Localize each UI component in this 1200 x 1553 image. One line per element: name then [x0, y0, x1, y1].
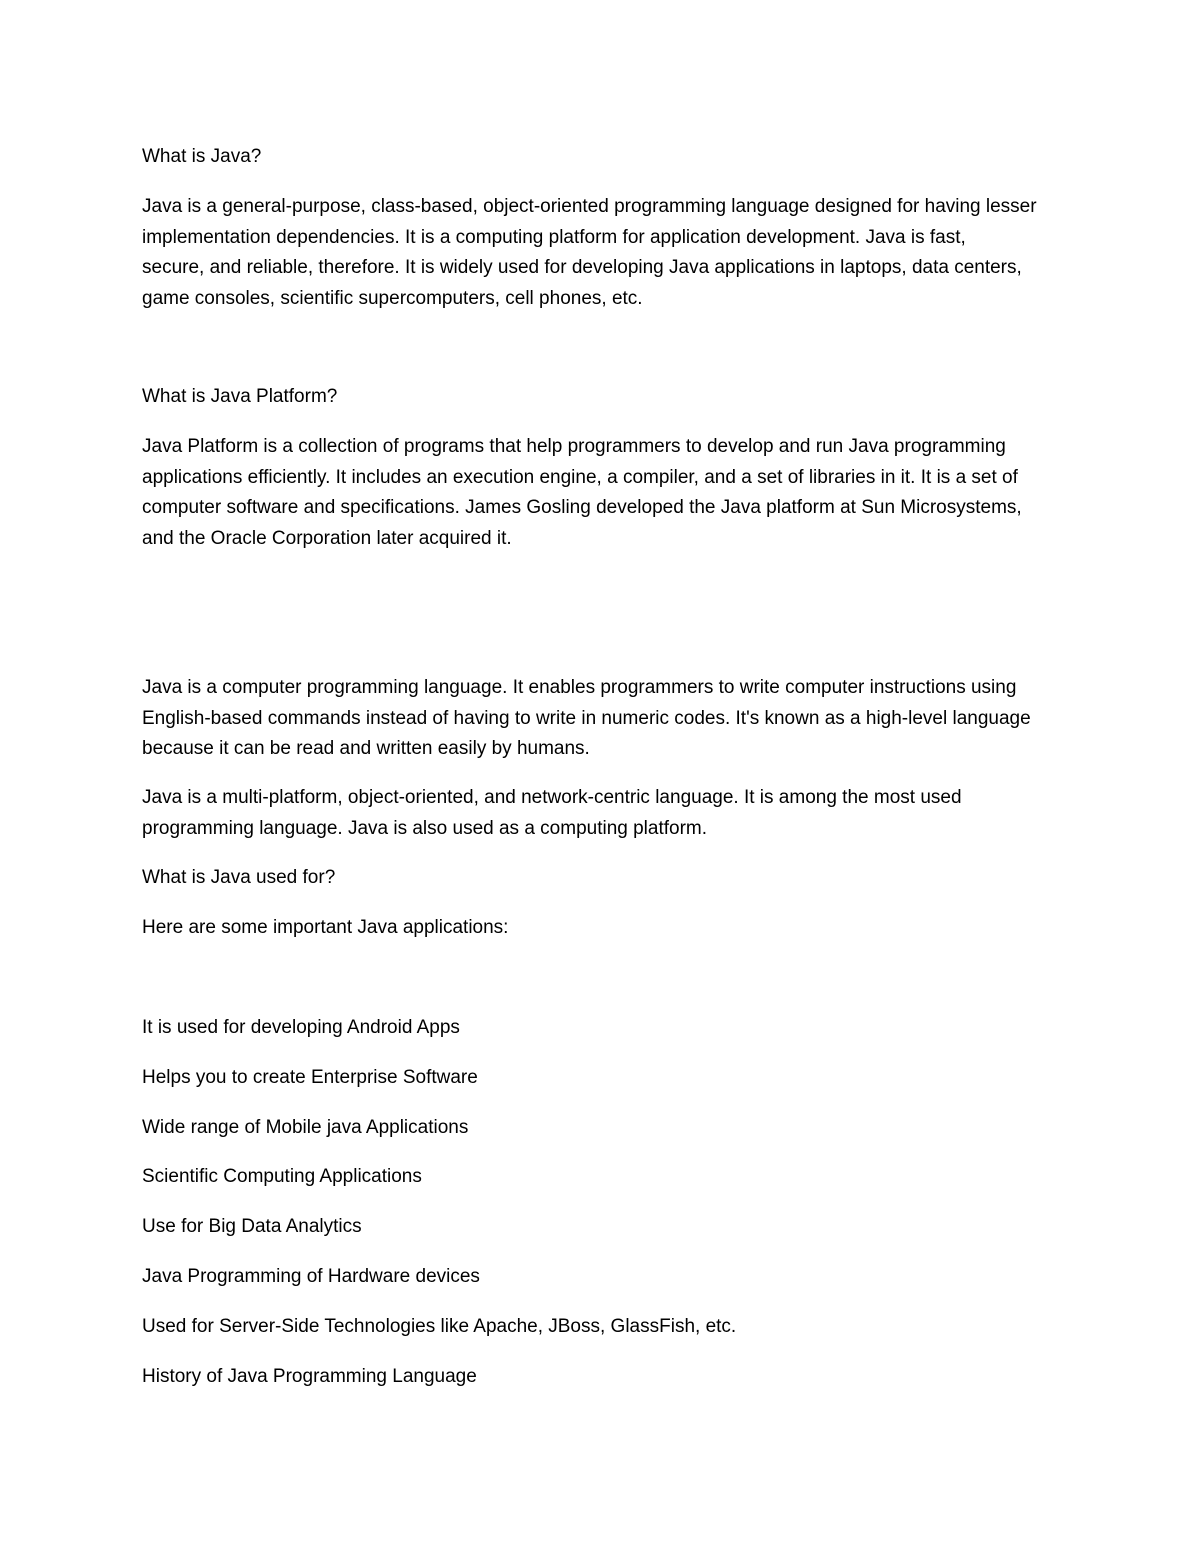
heading-history: History of Java Programming Language	[142, 1366, 477, 1387]
list-item-big-data: Use for Big Data Analytics	[142, 1216, 362, 1237]
applications-intro: Here are some important Java applications:	[142, 917, 509, 938]
paragraph-line: programming language. Java is also used as a computing platform.	[142, 817, 708, 839]
list-item-android-apps: It is used for developing Android Apps	[142, 1017, 460, 1038]
heading-java-platform: What is Java Platform?	[142, 386, 338, 407]
paragraph-line: English-based commands instead of having to write in numeric codes. It's known as a high-level language	[142, 707, 1031, 729]
paragraph-multi-platform	[142, 783, 1072, 844]
paragraph-line: applications efficiently. It includes an execution engine, a compiler, and a set of libraries in it. It is a set of	[142, 466, 1018, 488]
heading-what-is-java: What is Java?	[142, 146, 262, 167]
paragraph-line: because it can be read and written easily by humans.	[142, 738, 590, 759]
paragraph-java-language	[142, 673, 1072, 765]
list-item-enterprise-software: Helps you to create Enterprise Software	[142, 1067, 478, 1088]
paragraph-line: Java is a computer programming language. It enables programmers to write computer instructions using	[142, 677, 1017, 698]
paragraph-line: secure, and reliable, therefore. It is widely used for developing Java applications in laptops, data centers,	[142, 257, 1022, 278]
list-item-scientific-computing: Scientific Computing Applications	[142, 1166, 422, 1187]
list-item-server-side: Used for Server-Side Technologies like Apache, JBoss, GlassFish, etc.	[142, 1316, 737, 1337]
paragraph-line: Java is a general-purpose, class-based, object-oriented programming language designed for having lesser	[142, 196, 1037, 217]
paragraph-line: game consoles, scientific supercomputers, cell phones, etc.	[142, 287, 643, 309]
list-item-hardware-devices: Java Programming of Hardware devices	[142, 1266, 480, 1287]
paragraph-java-platform	[142, 432, 1072, 554]
paragraph-line: implementation dependencies. It is a computing platform for application development. Java is fast,	[142, 226, 966, 248]
heading-java-used-for: What is Java used for?	[142, 867, 336, 888]
paragraph-line: Java Platform is a collection of programs that help programmers to develop and run Java programming	[142, 436, 1006, 457]
paragraph-line: computer software and specifications. James Gosling developed the Java platform at Sun Microsystems,	[142, 497, 1022, 518]
paragraph-line: Java is a multi-platform, object-oriented, and network-centric language. It is among the most used	[142, 787, 962, 808]
paragraph-java-intro	[142, 192, 1072, 314]
list-item-mobile-applications: Wide range of Mobile java Applications	[142, 1117, 469, 1138]
paragraph-line: and the Oracle Corporation later acquired it.	[142, 527, 512, 549]
